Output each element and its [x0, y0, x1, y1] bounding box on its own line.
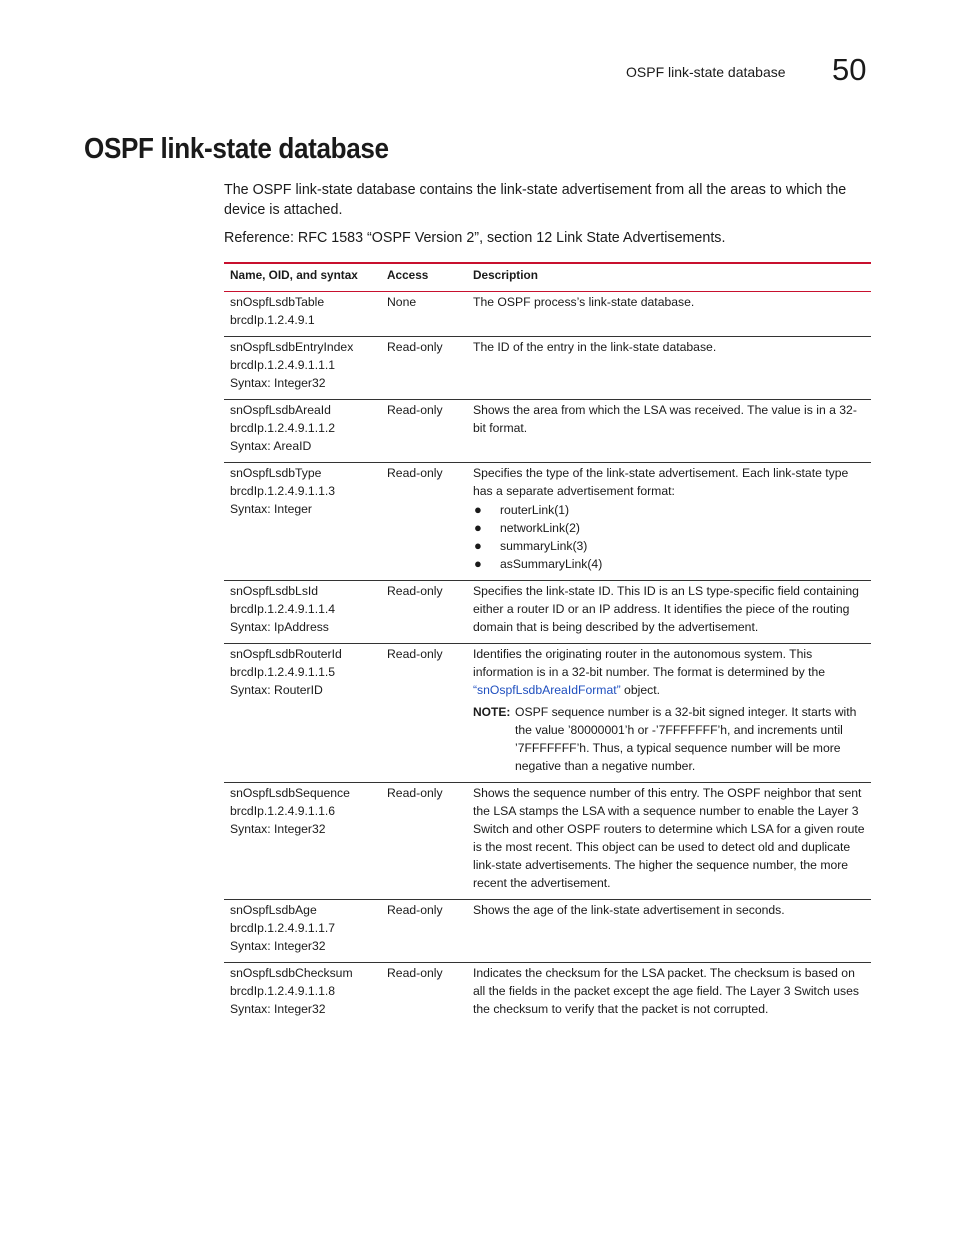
- object-name: snOspfLsdbEntryIndex: [230, 340, 354, 354]
- bullet-icon: ●: [474, 556, 482, 571]
- object-oid: brcdIp.1.2.4.9.1.1.3: [230, 484, 336, 498]
- object-syntax: Syntax: RouterID: [230, 683, 323, 697]
- object-syntax: Syntax: Integer32: [230, 376, 326, 390]
- object-name: snOspfLsdbChecksum: [230, 966, 353, 980]
- table-row: [224, 400, 871, 463]
- description-cell: [467, 463, 871, 581]
- access-cell: Read-only: [387, 647, 443, 661]
- access-cell: Read-only: [387, 903, 443, 917]
- note-text: OSPF sequence number is a 32-bit signed integer. It starts with the value ’80000001’h or -’7FFFFFFF’h, and increments until ’7FFFFFFF’h. Thus, a typical sequence number will be more negative than a negative number.: [515, 705, 857, 773]
- access-cell: Read-only: [387, 340, 443, 354]
- object-name: snOspfLsdbType: [230, 466, 322, 480]
- table-header-row: [224, 263, 871, 292]
- name-cell: [224, 337, 381, 400]
- object-syntax: Syntax: Integer32: [230, 822, 326, 836]
- mib-objects-table: [224, 262, 871, 1025]
- note-block: [473, 703, 865, 775]
- bullet-icon: ●: [474, 538, 482, 553]
- bullet-icon: ●: [474, 520, 482, 535]
- table-row: [224, 900, 871, 963]
- list-item: ● routerLink(1): [474, 502, 570, 517]
- name-cell: [224, 644, 381, 783]
- object-oid: brcdIp.1.2.4.9.1.1.1: [230, 358, 336, 372]
- object-syntax: Syntax: IpAddress: [230, 620, 329, 634]
- intro-paragraph: The OSPF link-state database contains the link-state advertisement from all the areas to which the device is attached.: [224, 182, 847, 218]
- description-cell: Shows the age of the link-state advertisement in seconds.: [473, 903, 785, 917]
- object-syntax: Syntax: Integer32: [230, 939, 326, 953]
- description-cell: Shows the sequence number of this entry. The OSPF neighbor that sent the LSA stamps the LSA with a sequence number to enable the Layer 3 Switch and other OSPF routers to determine which LSA for a given route is the most recent. This object can be used to detect old and duplicate link-state advertisements. The higher the sequence number, the more recent the advertisement.: [473, 786, 865, 890]
- description-cell: The OSPF process’s link-state database.: [473, 295, 695, 309]
- note-label: NOTE:: [473, 705, 511, 719]
- description-cell: The ID of the entry in the link-state database.: [473, 340, 717, 354]
- bullet-list: [473, 501, 865, 573]
- object-name: snOspfLsdbLsId: [230, 584, 319, 598]
- column-header-name: Name, OID, and syntax: [230, 268, 358, 282]
- access-cell: Read-only: [387, 584, 443, 598]
- name-cell: [224, 581, 381, 644]
- chapter-number: 50: [832, 52, 867, 87]
- object-syntax: Syntax: Integer32: [230, 1002, 326, 1016]
- list-item: ● summaryLink(3): [474, 538, 588, 553]
- column-header-description: Description: [473, 268, 538, 282]
- reference-paragraph: Reference: RFC 1583 “OSPF Version 2”, section 12 Link State Advertisements.: [224, 230, 726, 246]
- description-cell: Shows the area from which the LSA was received. The value is in a 32-bit format.: [473, 403, 857, 435]
- description-cell: [467, 644, 871, 783]
- column-header-access: Access: [387, 268, 429, 282]
- table-row: [224, 463, 871, 581]
- list-item: ● asSummaryLink(4): [474, 556, 603, 571]
- table-row: [224, 783, 871, 900]
- object-oid: brcdIp.1.2.4.9.1.1.2: [230, 421, 336, 435]
- format-object-link[interactable]: “snOspfLsdbAreaIdFormat”: [473, 683, 621, 697]
- table-row: [224, 581, 871, 644]
- name-cell: [224, 400, 381, 463]
- access-cell: Read-only: [387, 966, 443, 980]
- description-text: Specifies the type of the link-state advertisement. Each link-state type has a separate advertisement format:: [473, 466, 849, 498]
- object-name: snOspfLsdbSequence: [230, 786, 350, 800]
- access-cell: Read-only: [387, 466, 443, 480]
- bullet-icon: ●: [474, 502, 482, 517]
- description-cell: Indicates the checksum for the LSA packet. The checksum is based on all the fields in the packet except the age field. The Layer 3 Switch uses the checksum to verify that the packet is not corrupted.: [473, 966, 859, 1016]
- name-cell: [224, 292, 381, 337]
- object-oid: brcdIp.1.2.4.9.1: [230, 313, 315, 327]
- running-head-title: OSPF link-state database: [626, 64, 786, 80]
- name-cell: [224, 463, 381, 581]
- access-cell: Read-only: [387, 403, 443, 417]
- name-cell: [224, 963, 381, 1026]
- object-oid: brcdIp.1.2.4.9.1.1.5: [230, 665, 336, 679]
- page-title: OSPF link-state database: [84, 133, 389, 165]
- object-syntax: Syntax: AreaID: [230, 439, 312, 453]
- object-name: snOspfLsdbTable: [230, 295, 325, 309]
- list-item: ● networkLink(2): [474, 520, 580, 535]
- object-name: snOspfLsdbAreaId: [230, 403, 331, 417]
- table-row: [224, 963, 871, 1026]
- description-text: Identifies the originating router in the autonomous system. This information is in a 32-bit number. The format is determined by the “snOspfLsdbAreaIdFormat” object.: [473, 647, 826, 697]
- access-cell: Read-only: [387, 786, 443, 800]
- table-row: [224, 644, 871, 783]
- name-cell: [224, 900, 381, 963]
- description-cell: Specifies the link-state ID. This ID is an LS type-specific field containing either a router ID or an IP address. It identifies the piece of the routing domain that is being described by the advertisement.: [473, 584, 859, 634]
- table-row: [224, 337, 871, 400]
- object-oid: brcdIp.1.2.4.9.1.1.4: [230, 602, 336, 616]
- object-name: snOspfLsdbRouterId: [230, 647, 342, 661]
- object-oid: brcdIp.1.2.4.9.1.1.7: [230, 921, 336, 935]
- name-cell: [224, 783, 381, 900]
- object-name: snOspfLsdbAge: [230, 903, 317, 917]
- object-oid: brcdIp.1.2.4.9.1.1.6: [230, 804, 336, 818]
- object-syntax: Syntax: Integer: [230, 502, 312, 516]
- access-cell: None: [387, 295, 417, 309]
- object-oid: brcdIp.1.2.4.9.1.1.8: [230, 984, 336, 998]
- table-row: [224, 292, 871, 337]
